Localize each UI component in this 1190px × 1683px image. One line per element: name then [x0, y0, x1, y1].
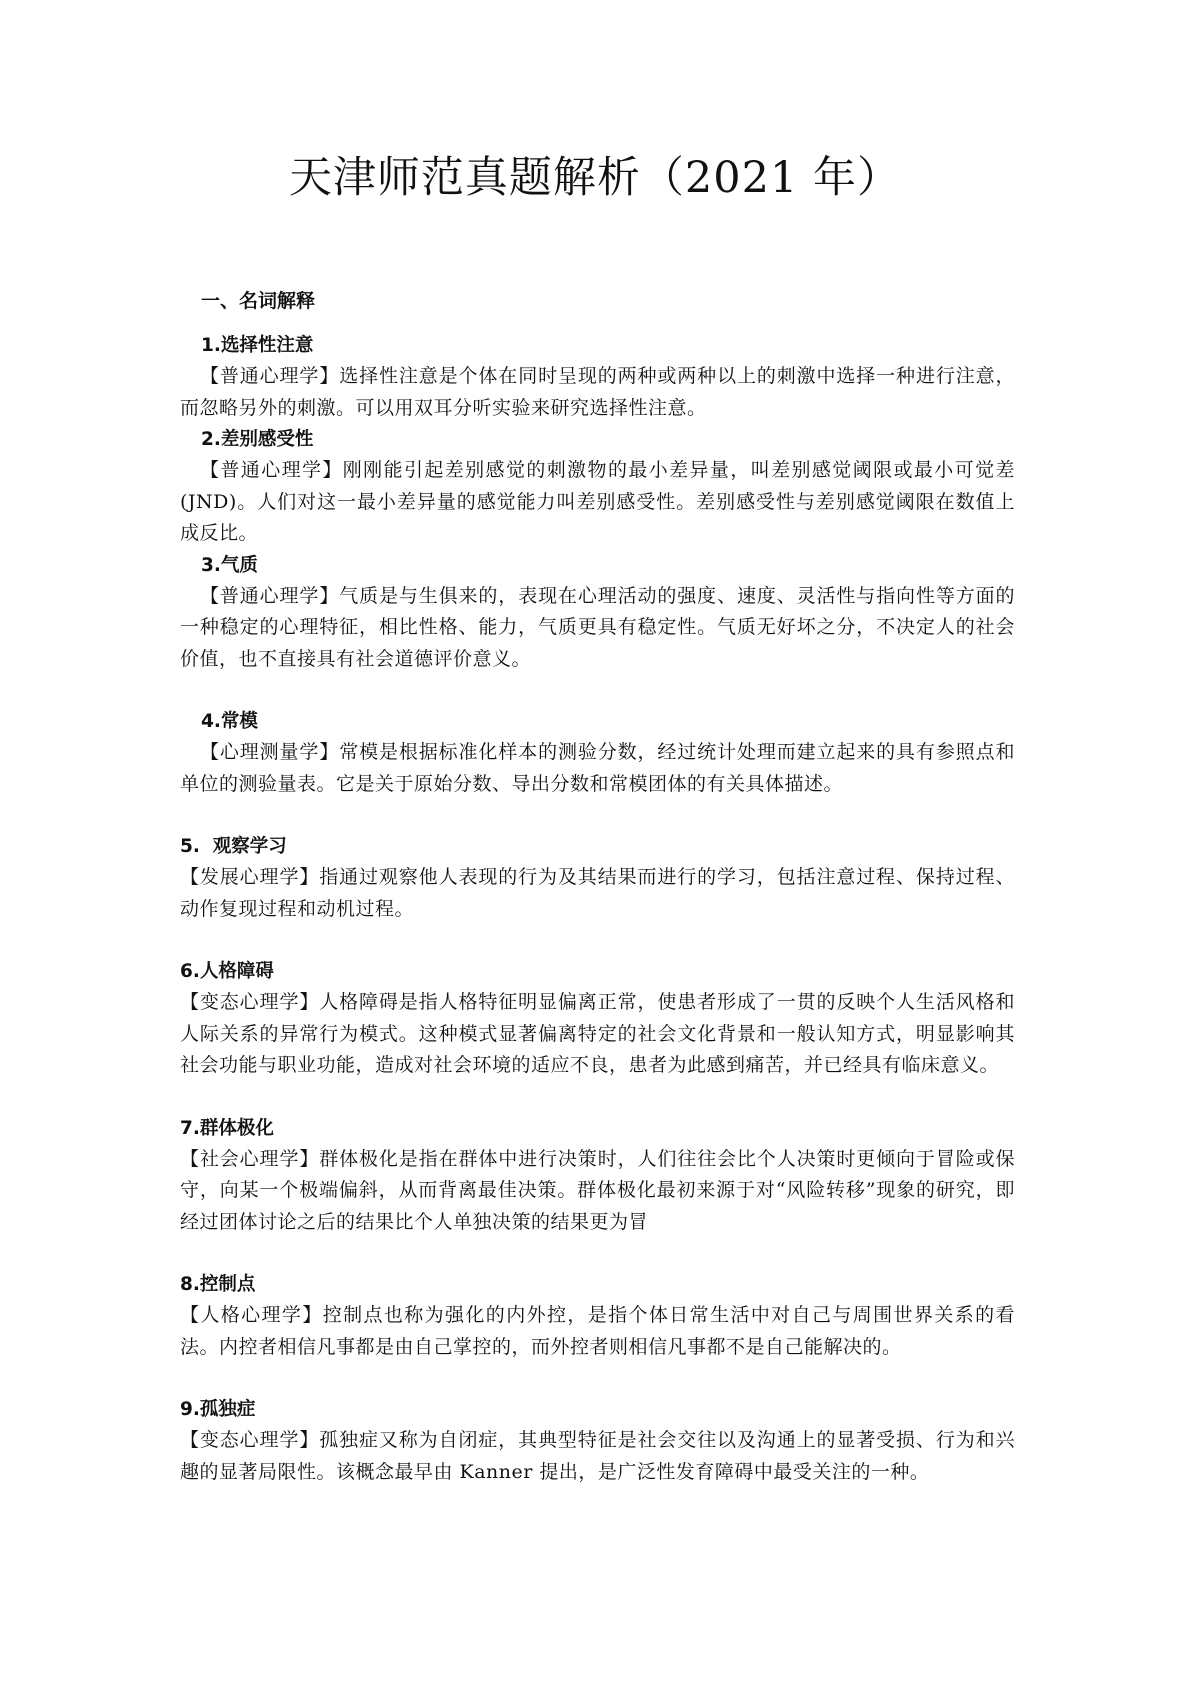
entry-heading: 1.选择性注意 [201, 335, 314, 356]
spacer [180, 1082, 1015, 1113]
entry-heading: 3.气质 [201, 554, 258, 576]
entry-heading: 5. 观察学习 [180, 836, 287, 857]
entry-differential-sensitivity [180, 424, 1015, 550]
spacer [180, 800, 1015, 831]
entry-body: 【社会心理学】群体极化是指在群体中进行决策时，人们往往会比个人决策时更倾向于冒险或保守，向某一个极端偏斜，从而背离最佳决策。群体极化最初来源于对“风险转移”现象的研究，即经过团体讨论之后的结果比个人单独决策的结果更为冒 [180, 1147, 1015, 1233]
entry-selective-attention [180, 330, 1015, 424]
entry-body: 【心理测量学】常模是根据标准化样本的测验分数，经过统计处理而建立起来的具有参照点和单位的测验量表。它是关于原始分数、导出分数和常模团体的有关具体描述。 [180, 741, 1015, 795]
entry-norm [180, 706, 1015, 800]
entry-heading: 8.控制点 [180, 1274, 256, 1295]
entry-body: 【普通心理学】刚刚能引起差别感觉的刺激物的最小差异量，叫差别感觉阈限或最小可觉差(JND)。人们对这一最小差异量的感觉能力叫差别感受性。差别感受性与差别感觉阈限在数值上成反比。 [180, 459, 1015, 544]
spacer [180, 1363, 1015, 1394]
spacer [180, 925, 1015, 956]
entry-personality-disorder [180, 956, 1015, 1082]
entry-heading: 7.群体极化 [180, 1117, 274, 1139]
entry-body: 【人格心理学】控制点也称为强化的内外控，是指个体日常生活中对自己与周围世界关系的看法。内控者相信凡事都是由自己掌控的，而外控者则相信凡事都不是自己能解决的。 [180, 1304, 1015, 1358]
entry-group-polarization [180, 1113, 1015, 1239]
entry-body: 【变态心理学】孤独症又称为自闭症，其典型特征是社会交往以及沟通上的显著受损、行为和兴趣的显著局限性。该概念最早由 Kanner 提出，是广泛性发育障碍中最受关注的一种。 [180, 1429, 1015, 1483]
entry-heading: 6.人格障碍 [180, 961, 274, 982]
entry-heading: 4.常模 [201, 711, 258, 732]
entry-autism [180, 1394, 1015, 1488]
spacer [180, 1238, 1015, 1269]
page-title: 天津师范真题解析（2021 年） [288, 153, 902, 203]
entry-locus-of-control [180, 1269, 1015, 1363]
entry-body: 【发展心理学】指通过观察他人表现的行为及其结果而进行的学习，包括注意过程、保持过程、动作复现过程和动机过程。 [180, 866, 1015, 920]
entry-body: 【普通心理学】选择性注意是个体在同时呈现的两种或两种以上的刺激中选择一种进行注意，而忽略另外的刺激。可以用双耳分听实验来研究选择性注意。 [180, 365, 1015, 419]
entry-body: 【变态心理学】人格障碍是指人格特征明显偏离正常，使患者形成了一贯的反映个人生活风格和人际关系的异常行为模式。这种模式显著偏离特定的社会文化背景和一般认知方式，明显影响其社会功能与职业功能，造成对社会环境的适应不良，患者为此感到痛苦，并已经具有临床意义。 [180, 991, 1015, 1076]
spacer [180, 675, 1015, 706]
entry-observational-learning [180, 831, 1015, 925]
entry-heading: 9.孤独症 [180, 1399, 256, 1420]
entry-temperament [180, 550, 1015, 676]
entry-body: 【普通心理学】气质是与生俱来的，表现在心理活动的强度、速度、灵活性与指向性等方面的一种稳定的心理特征，相比性格、能力，气质更具有稳定性。气质无好坏之分，不决定人的社会价值，也不直接具有社会道德评价意义。 [180, 584, 1015, 670]
entry-list [180, 330, 1015, 1488]
section-heading: 一、名词解释 [201, 290, 316, 312]
entry-heading: 2.差别感受性 [201, 429, 314, 450]
